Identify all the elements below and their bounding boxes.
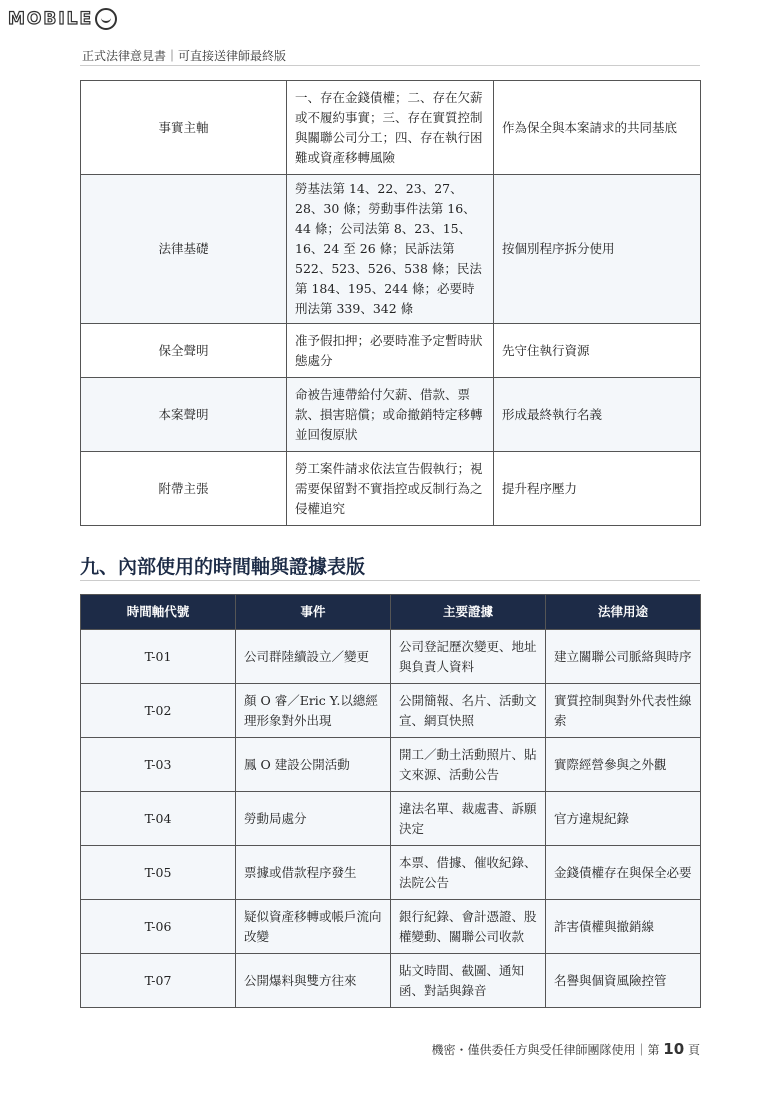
table-row bbox=[81, 684, 701, 738]
table-row bbox=[81, 630, 701, 684]
table-row bbox=[81, 324, 701, 378]
row-purpose: 作為保全與本案請求的共同基底 bbox=[494, 81, 701, 175]
site-logo[interactable] bbox=[8, 6, 117, 32]
column-header-use: 法律用途 bbox=[546, 595, 701, 630]
table-row bbox=[81, 175, 701, 324]
column-header-evidence: 主要證據 bbox=[391, 595, 546, 630]
timeline-evidence: 違法名單、裁處書、訴願決定 bbox=[391, 792, 546, 846]
timeline-use: 名譽與個資風險控管 bbox=[546, 954, 701, 1008]
footer-confidential-text: 機密・僅供委任方與受任律師團隊使用｜第 bbox=[431, 1043, 660, 1057]
row-purpose: 形成最終執行名義 bbox=[494, 378, 701, 452]
timeline-evidence: 貼文時間、截圖、通知函、對話與錄音 bbox=[391, 954, 546, 1008]
timeline-event: 顏 O 睿／Eric Y.以總經理形象對外出現 bbox=[236, 684, 391, 738]
timeline-event: 公開爆料與雙方往來 bbox=[236, 954, 391, 1008]
timeline-code: T-07 bbox=[81, 954, 236, 1008]
timeline-code: T-05 bbox=[81, 846, 236, 900]
logo-text: MOBILE bbox=[8, 9, 94, 29]
column-header-event: 事件 bbox=[236, 595, 391, 630]
timeline-use: 實際經營參與之外觀 bbox=[546, 738, 701, 792]
footer-page-suffix: 頁 bbox=[687, 1043, 700, 1057]
table-row bbox=[81, 900, 701, 954]
section-divider bbox=[80, 580, 700, 581]
logo-mark-icon bbox=[95, 8, 117, 30]
row-label: 法律基礎 bbox=[81, 175, 287, 324]
table-row bbox=[81, 846, 701, 900]
timeline-evidence-table bbox=[80, 594, 701, 1008]
timeline-use: 建立關聯公司脈絡與時序 bbox=[546, 630, 701, 684]
timeline-event: 公司群陸續設立／變更 bbox=[236, 630, 391, 684]
page-footer bbox=[431, 1040, 700, 1058]
row-label: 事實主軸 bbox=[81, 81, 287, 175]
table-row bbox=[81, 81, 701, 175]
timeline-use: 官方違規紀錄 bbox=[546, 792, 701, 846]
timeline-use: 實質控制與對外代表性線索 bbox=[546, 684, 701, 738]
timeline-code: T-02 bbox=[81, 684, 236, 738]
timeline-code: T-03 bbox=[81, 738, 236, 792]
row-label: 本案聲明 bbox=[81, 378, 287, 452]
row-purpose: 提升程序壓力 bbox=[494, 452, 701, 526]
timeline-evidence: 開工／動土活動照片、貼文來源、活動公告 bbox=[391, 738, 546, 792]
header-divider bbox=[80, 65, 700, 66]
table-row bbox=[81, 738, 701, 792]
row-label: 保全聲明 bbox=[81, 324, 287, 378]
section-title: 九、內部使用的時間軸與證據表版 bbox=[80, 556, 366, 578]
row-content: 准予假扣押；必要時准予定暫時狀態處分 bbox=[287, 324, 494, 378]
table-row bbox=[81, 792, 701, 846]
timeline-event: 鳳 O 建設公開活動 bbox=[236, 738, 391, 792]
document-header: 正式法律意見書｜可直接送律師最終版 bbox=[82, 49, 287, 63]
timeline-code: T-06 bbox=[81, 900, 236, 954]
timeline-evidence: 公司登記歷次變更、地址與負責人資料 bbox=[391, 630, 546, 684]
table-row bbox=[81, 378, 701, 452]
row-content: 一、存在金錢債權；二、存在欠薪或不履約事實；三、存在實質控制與關聯公司分工；四、存在執行困難或資產移轉風險 bbox=[287, 81, 494, 175]
timeline-evidence: 銀行紀錄、會計憑證、股權變動、關聯公司收款 bbox=[391, 900, 546, 954]
timeline-event: 勞動局處分 bbox=[236, 792, 391, 846]
column-header-code: 時間軸代號 bbox=[81, 595, 236, 630]
row-purpose: 按個別程序拆分使用 bbox=[494, 175, 701, 324]
row-content: 勞工案件請求依法宣告假執行；視需要保留對不實指控或反制行為之侵權追究 bbox=[287, 452, 494, 526]
row-label: 附帶主張 bbox=[81, 452, 287, 526]
row-content: 勞基法第 14、22、23、27、28、30 條；勞動事件法第 16、44 條；公司法第 8、23、15、16、24 至 26 條；民訴法第 522、523、526、538 條；民法第 184、195、244 條；必要時刑法第 339、342 條 bbox=[287, 175, 494, 324]
timeline-code: T-01 bbox=[81, 630, 236, 684]
timeline-evidence: 本票、借據、催收紀錄、法院公告 bbox=[391, 846, 546, 900]
timeline-event: 票據或借款程序發生 bbox=[236, 846, 391, 900]
timeline-event: 疑似資產移轉或帳戶流向改變 bbox=[236, 900, 391, 954]
timeline-use: 詐害債權與撤銷線 bbox=[546, 900, 701, 954]
timeline-evidence: 公開簡報、名片、活動文宣、網頁快照 bbox=[391, 684, 546, 738]
row-purpose: 先守住執行資源 bbox=[494, 324, 701, 378]
timeline-code: T-04 bbox=[81, 792, 236, 846]
row-content: 命被告連帶給付欠薪、借款、票款、損害賠償；或命撤銷特定移轉並回復原狀 bbox=[287, 378, 494, 452]
table-row bbox=[81, 452, 701, 526]
claims-summary-table bbox=[80, 80, 701, 526]
page-number: 10 bbox=[663, 1040, 685, 1058]
table-header-row bbox=[81, 595, 701, 630]
timeline-use: 金錢債權存在與保全必要 bbox=[546, 846, 701, 900]
table-row bbox=[81, 954, 701, 1008]
